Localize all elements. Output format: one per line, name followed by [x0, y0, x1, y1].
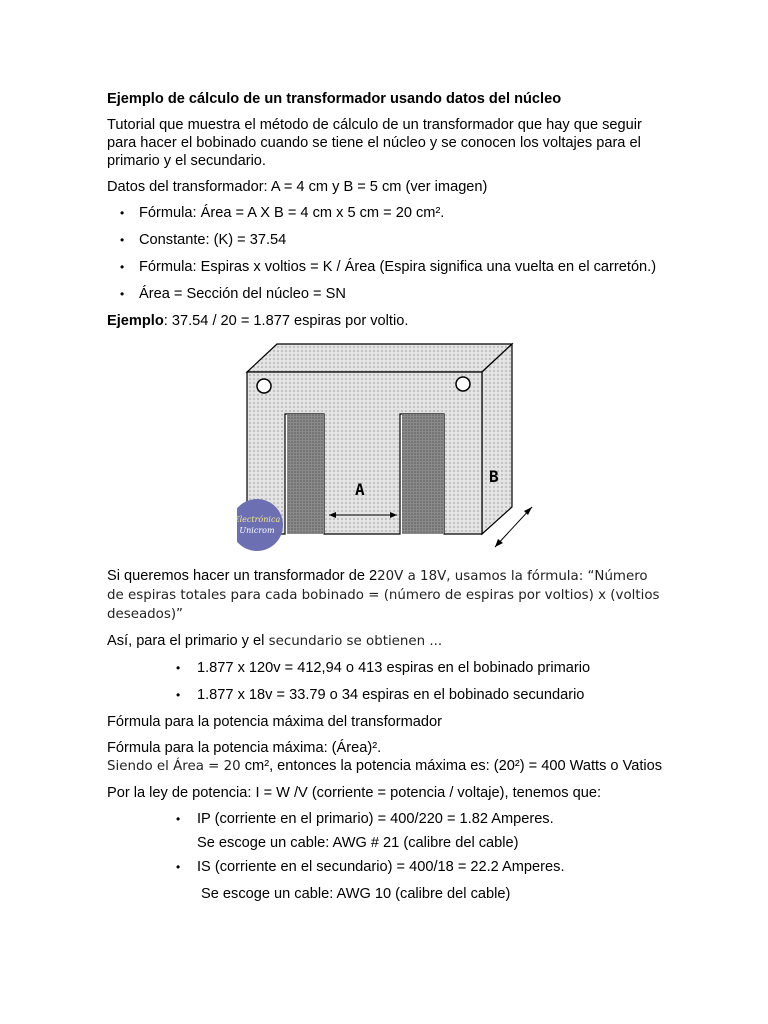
asi-paragraph	[107, 632, 667, 651]
siendo-part2: cm², entonces la potencia máxima es: (20²) = 400 Watts o Vatios	[240, 758, 663, 774]
siendo-paragraph	[107, 757, 667, 776]
asi-part2: secundario se obtienen ...	[264, 634, 443, 649]
si-queremos-paragraph	[107, 567, 667, 624]
si-queremos-part1: Si queremos hacer un transformador de 2	[107, 568, 378, 584]
list-item: • 1.877 x 18v = 33.79 o 34 espiras en el bobinado secundario	[107, 686, 667, 704]
formula-list	[107, 204, 667, 303]
badge-line2: Unicrom	[239, 526, 275, 535]
core-side-face	[482, 344, 512, 534]
espiras-list	[107, 659, 667, 704]
list-item: • IS (corriente en el secundario) = 400/18 = 22.2 Amperes.	[107, 858, 667, 876]
ley-paragraph: Por la ley de potencia: I = W /V (corriente = potencia / voltaje), tenemos que:	[107, 785, 602, 801]
core-top-face	[247, 344, 512, 372]
document-body	[107, 90, 667, 909]
transformer-core-drawing	[237, 342, 537, 557]
transformer-core-figure	[237, 342, 537, 557]
formula-potencia-heading: Fórmula para la potencia máxima del transformador	[107, 714, 442, 730]
list-item: • 1.877 x 120v = 412,94 o 413 espiras en el bobinado primario	[107, 659, 667, 677]
formula-potencia-line: Fórmula para la potencia máxima: (Área)².	[107, 740, 382, 756]
page-title: Ejemplo de cálculo de un transformador usando datos del núcleo	[107, 91, 562, 107]
corriente-list-2	[107, 858, 667, 876]
label-a: A	[355, 480, 365, 499]
ip-cable-line: Se escoge un cable: AWG # 21 (calibre del cable)	[197, 835, 519, 851]
datos-paragraph: Datos del transformador: A = 4 cm y B = 5 cm (ver imagen)	[107, 179, 488, 195]
badge-line1: Electrónica	[237, 515, 281, 524]
asi-part1: Así, para el primario y el	[107, 633, 265, 649]
list-item: • IP (corriente en el primario) = 400/220 = 1.82 Amperes.	[107, 810, 667, 828]
mounting-hole-left	[257, 379, 271, 393]
core-front-face	[247, 372, 482, 534]
core-window-right	[402, 414, 444, 534]
mounting-hole-right	[456, 377, 470, 391]
intro-paragraph: Tutorial que muestra el método de cálculo de un transformador que hay que seguir para hacer el bobinado cuando se tiene el núcleo y se conocen los voltajes para el primario y el secundario.	[107, 117, 642, 169]
si-queremos-part2: 20V a 18V, usamos la fórmula: “Número de espiras totales para cada bobinado = (número de espiras por voltios) x (voltios deseados)”	[107, 569, 660, 622]
siendo-part1: Siendo el Área = 20	[107, 759, 241, 774]
list-item: • Constante: (K) = 37.54	[107, 231, 667, 249]
list-item: • Área = Sección del núcleo = SN	[107, 285, 667, 303]
ejemplo-label: Ejemplo	[107, 313, 164, 329]
list-item: • Fórmula: Espiras x voltios = K / Área (Espira significa una vuelta en el carretón.)	[107, 258, 667, 276]
list-item: • Fórmula: Área = A X B = 4 cm x 5 cm = 20 cm².	[107, 204, 667, 222]
is-cable-line: Se escoge un cable: AWG 10 (calibre del cable)	[201, 886, 511, 902]
corriente-list	[107, 810, 667, 828]
ejemplo-paragraph	[107, 312, 667, 330]
label-b: B	[489, 467, 499, 486]
ejemplo-text: : 37.54 / 20 = 1.877 espiras por voltio.	[163, 313, 409, 329]
core-window-left	[287, 414, 324, 534]
